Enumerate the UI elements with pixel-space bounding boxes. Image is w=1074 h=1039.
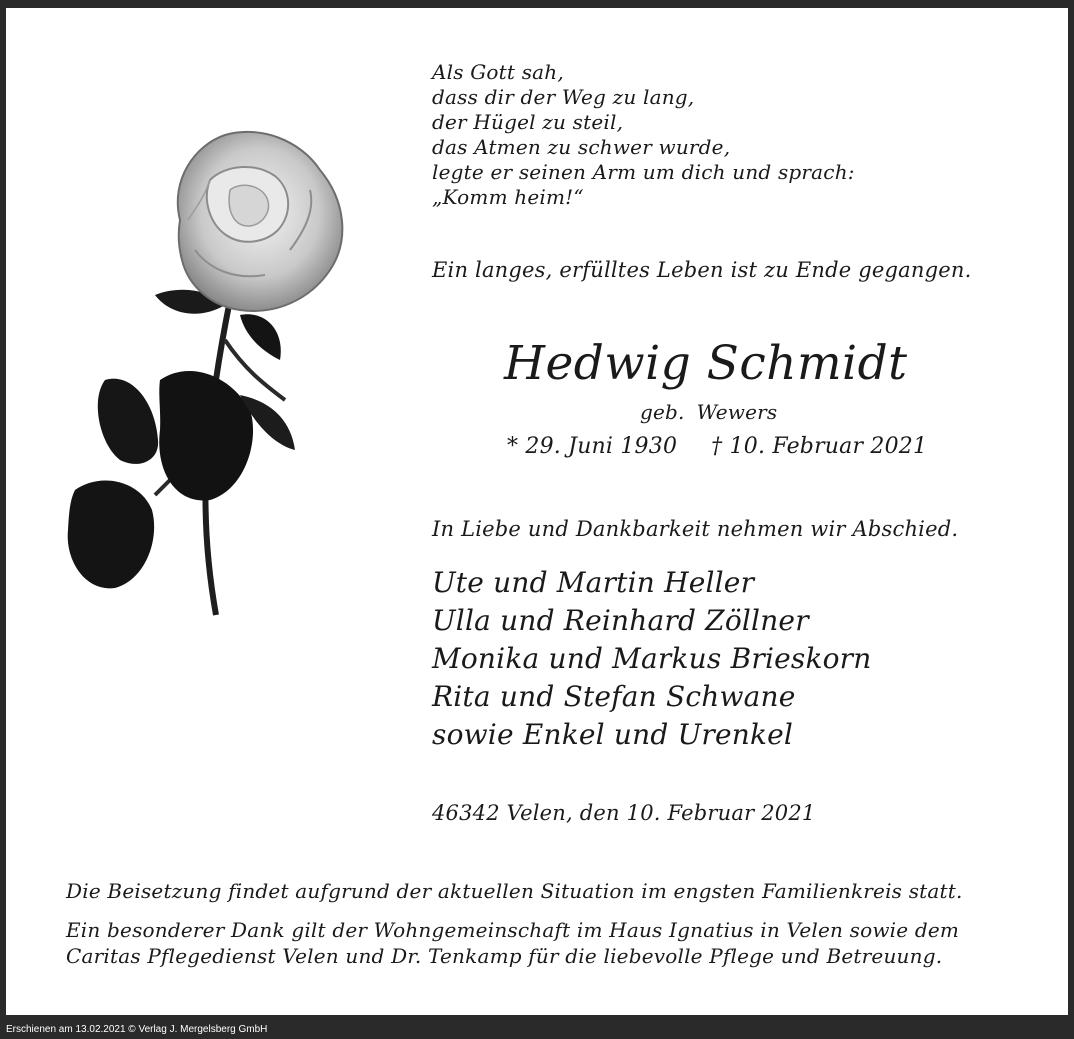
geb-label: geb. [640, 400, 685, 424]
poem-line: das Atmen zu schwer wurde, [432, 135, 731, 159]
thanks-line: Ein besonderer Dank gilt der Wohngemeinschaft im Haus Ignatius in Velen sowie dem [66, 918, 960, 942]
poem-line: dass dir der Weg zu lang, [432, 85, 695, 109]
birth-date: * 29. Juni 1930 [507, 434, 678, 459]
life-dates [507, 434, 927, 459]
footer-credit: Erschienen am 13.02.2021 © Verlag J. Mergelsberg GmbH [6, 1024, 268, 1035]
farewell-line: In Liebe und Dankbarkeit nehmen wir Abschied. [432, 517, 959, 541]
family-member: sowie Enkel und Urenkel [432, 718, 794, 751]
poem [432, 60, 855, 210]
family-member: Ulla und Reinhard Zöllner [432, 604, 809, 637]
family-member: Rita und Stefan Schwane [432, 680, 796, 713]
intro-line: Ein langes, erfülltes Leben ist zu Ende gegangen. [432, 258, 972, 282]
family-list [432, 564, 871, 754]
maiden-name: Wewers [696, 400, 778, 424]
family-member: Monika und Markus Brieskorn [432, 642, 872, 675]
burial-note: Die Beisetzung findet aufgrund der aktuellen Situation im engsten Familienkreis statt. [66, 879, 963, 903]
poem-line: der Hügel zu steil, [432, 110, 624, 134]
place-date: 46342 Velen, den 10. Februar 2021 [432, 801, 816, 825]
poem-line: „Komm heim!“ [432, 185, 584, 209]
thanks-note [66, 917, 959, 969]
deceased-name: Hedwig Schmidt [504, 336, 908, 391]
family-member: Ute und Martin Heller [432, 566, 755, 599]
poem-line: Als Gott sah, [432, 60, 564, 84]
poem-line: legte er seinen Arm um dich und sprach: [432, 160, 855, 184]
death-date: † 10. Februar 2021 [711, 434, 928, 459]
maiden-name-line [640, 400, 777, 424]
thanks-line: Caritas Pflegedienst Velen und Dr. Tenkamp für die liebevolle Pflege und Betreuung. [66, 944, 943, 968]
rose-image [60, 110, 390, 640]
